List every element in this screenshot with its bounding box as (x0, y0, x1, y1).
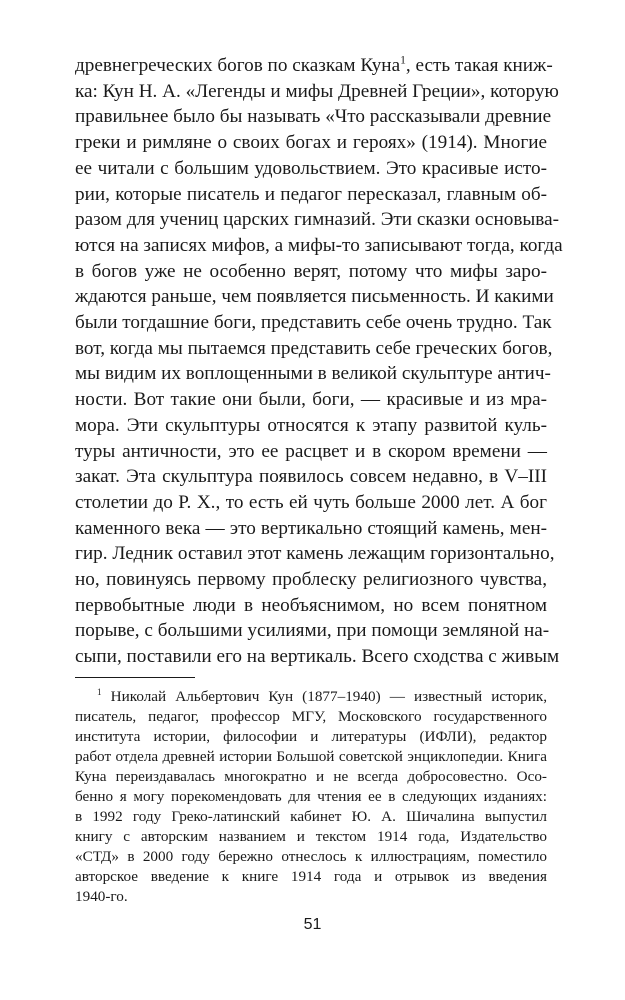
body-line: ются на записях мифов, а мифы-то записывают тогда, когда (75, 234, 563, 256)
footnote-line: «СТД» в 2000 году бережно отнеслось к иллюстрациям, поместило (75, 848, 547, 865)
body-line: ности. Вот такие они были, боги, — красивые и из мра- (75, 389, 547, 411)
footnote-line: в 1992 году Греко-латинский кабинет Ю. А. Шичалина выпустил (75, 808, 547, 825)
body-line: рии, которые писатель и педагог пересказал, главным об- (75, 183, 547, 205)
body-line: каменного века — это вертикально стоящий камень, мен- (75, 517, 547, 539)
body-line: вот, когда мы пытаемся представить себе греческих богов, (75, 337, 553, 359)
body-line: ее читали с большим удовольствием. Это красивые исто- (75, 157, 547, 179)
footnote-line: авторское введение к книге 1914 года и отрывок из введения (75, 868, 547, 885)
body-line: первобытные люди в необъяснимом, но всем понятном (75, 594, 547, 616)
footnote-line-1 (75, 687, 547, 707)
body-line: мора. Эти скульптуры относятся к этапу развитой куль- (75, 414, 547, 436)
footnote-line: института истории, философии и литературы (ИФЛИ), редактор (75, 728, 547, 745)
footnote-separator (75, 677, 195, 678)
body-line: столетии до Р. Х., то есть ей чуть больше 2000 лет. А бог (75, 491, 547, 513)
footnote-line: писатель, педагог, профессор МГУ, Московского государственного (75, 708, 547, 725)
body-line: мы видим их воплощенными в великой скульптуре антич- (75, 363, 551, 385)
body-line: закат. Эта скульптура появилось совсем недавно, в V–III (75, 466, 547, 488)
body-line: греки и римляне о своих богах и героях» (1914). Многие (75, 132, 547, 154)
body-line-1-start: древнегреческих богов по сказкам Куна (75, 55, 401, 76)
body-line: но, повинуясь первому проблеску религиозного чувства, (75, 569, 547, 590)
footnote-line: Куна переиздавалась многократно и не всегда добросовестно. Осо- (75, 768, 547, 785)
body-line-1 (75, 53, 553, 79)
footnote-marker: 1 (97, 686, 102, 697)
body-line: сыпи, поставили его на вертикаль. Всего сходства с живым (75, 646, 560, 668)
footnote-line-last: 1940-го. (75, 888, 128, 905)
footnote-reference: 1 (400, 54, 406, 67)
body-line: были тогдашние боги, представить себе очень трудно. Так (75, 312, 552, 333)
footnote-line-1-text: Николай Альбертович Кун (1877–1940) — известный историк, (101, 688, 547, 705)
footnote-line: работ отдела древней истории Большой советской энциклопедии. Книга (75, 748, 547, 765)
body-line: туры античности, это ее расцвет и в скором времени — (75, 440, 547, 462)
body-line: правильнее было бы называть «Что рассказывали древние (75, 106, 552, 128)
body-line-1-end: , есть такая книж- (405, 55, 553, 76)
footnote-line: книгу с авторским названием и текстом 1914 года, Издательство (75, 828, 547, 845)
body-line: гир. Ледник оставил этот камень лежащим горизонтально, (75, 543, 555, 565)
body-line: ка: Кун Н. А. «Легенды и мифы Древней Греции», которую (75, 80, 559, 102)
body-line: разом для учениц царских гимназий. Эти сказки основыва- (75, 209, 559, 231)
body-line: порыве, с большими усилиями, при помощи земляной на- (75, 620, 550, 642)
footnote-line: бенно я могу порекомендовать для чтения ее в следующих изданиях: (75, 788, 547, 805)
body-line: ждаются раньше, чем появляется письменность. И какими (75, 286, 554, 308)
page-number: 51 (303, 916, 322, 933)
body-line: в богов уже не особенно верят, потому что мифы заро- (75, 260, 547, 282)
